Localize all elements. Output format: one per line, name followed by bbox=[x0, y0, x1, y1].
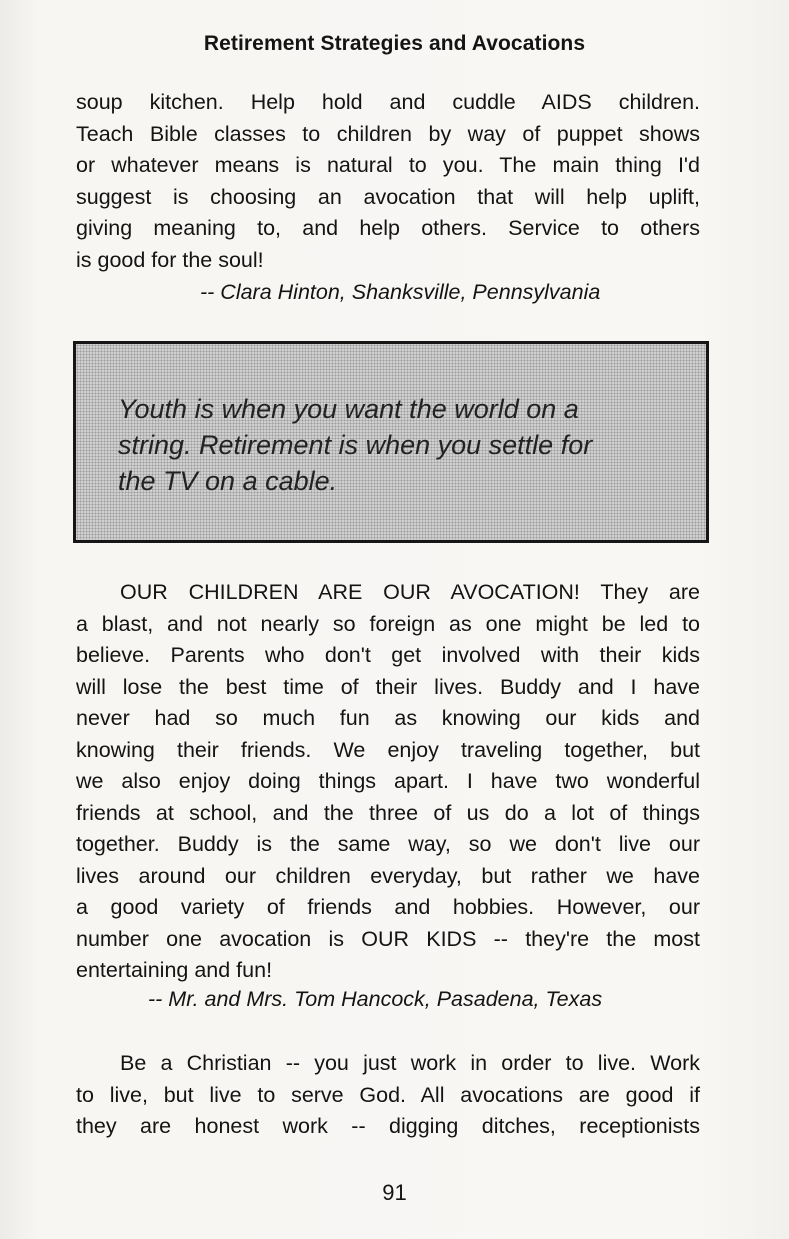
quote-line: the TV on a cable. bbox=[118, 466, 338, 496]
text-line: knowing their friends. We enjoy traveling together, but bbox=[76, 737, 700, 762]
text-line: lives around our children everyday, but rather we have bbox=[76, 863, 700, 888]
text-line: together. Buddy is the same way, so we don't live our bbox=[76, 832, 700, 856]
text-line: or whatever means is natural to you. The main thing I'd bbox=[76, 153, 700, 177]
attribution-hancock: -- Mr. and Mrs. Tom Hancock, Pasadena, Texas bbox=[148, 987, 603, 1011]
text-line: a good variety of friends and hobbies. However, our bbox=[76, 895, 700, 919]
attribution-clara-hinton: -- Clara Hinton, Shanksville, Pennsylvania bbox=[200, 280, 601, 304]
paragraph-hancock bbox=[76, 577, 700, 987]
text-line: we also enjoy doing things apart. I have two wonderful bbox=[76, 769, 700, 793]
text-line: they are honest work -- digging ditches, receptionists bbox=[76, 1114, 700, 1138]
text-line: to live, but live to serve God. All avocations are good if bbox=[76, 1082, 700, 1107]
text-line: soup kitchen. Help hold and cuddle AIDS children. bbox=[76, 90, 700, 114]
quote-text bbox=[118, 391, 678, 499]
page-number: 91 bbox=[382, 1180, 407, 1205]
text-line: number one avocation is OUR KIDS -- they're the most bbox=[76, 926, 700, 951]
text-line: Be a Christian -- you just work in order to live. Work bbox=[120, 1051, 700, 1075]
running-header: Retirement Strategies and Avocations bbox=[203, 32, 586, 55]
paragraph-clara-hinton bbox=[76, 87, 700, 276]
text-line: believe. Parents who don't get involved with their kids bbox=[76, 643, 700, 667]
quote-line: string. Retirement is when you settle for bbox=[118, 430, 593, 460]
text-line: friends at school, and the three of us do a lot of things bbox=[76, 800, 700, 825]
text-line: Teach Bible classes to children by way of puppet shows bbox=[76, 121, 700, 146]
text-line: is good for the soul! bbox=[76, 247, 264, 272]
text-line: a blast, and not nearly so foreign as one might be led to bbox=[76, 611, 700, 636]
text-line: will lose the best time of their lives. Buddy and I have bbox=[76, 674, 700, 699]
quote-line: Youth is when you want the world on a bbox=[118, 394, 579, 424]
quote-box bbox=[73, 341, 709, 543]
text-line: OUR CHILDREN ARE OUR AVOCATION! They are bbox=[120, 580, 700, 604]
text-line: suggest is choosing an avocation that will help uplift, bbox=[76, 184, 700, 209]
text-line: entertaining and fun! bbox=[76, 958, 273, 982]
text-line: giving meaning to, and help others. Service to others bbox=[76, 216, 700, 240]
paragraph-christian bbox=[76, 1048, 700, 1143]
text-line: never had so much fun as knowing our kids and bbox=[76, 706, 700, 730]
